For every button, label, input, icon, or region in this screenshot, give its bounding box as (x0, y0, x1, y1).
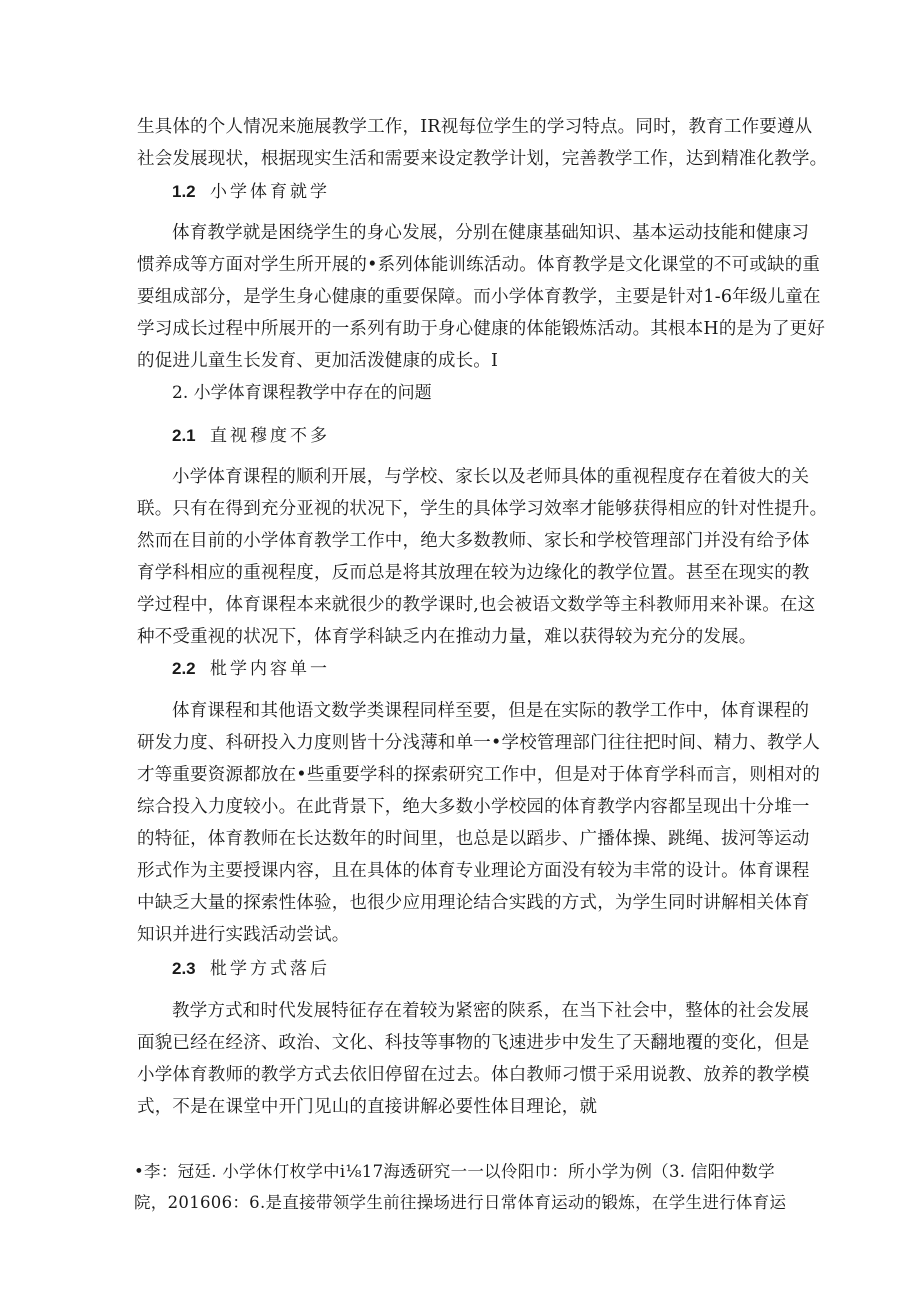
section-title: 直视穆度不多 (210, 426, 330, 446)
paragraph-line: 的促进儿童生长发育、更加活泼健康的成长。I (137, 351, 499, 371)
section-heading-2-3 (172, 957, 330, 981)
section-title: 枇学方式落后 (210, 959, 330, 979)
chapter-title-2: 2. 小学体育课程教学中存在的问题 (172, 383, 432, 403)
paragraph-line: 然而在目前的小学体育教学工作中，绝大多数教师、家长和学校管理部门并没有给予体 (137, 531, 810, 551)
paragraph-line: 社会发展现状，根据现实生活和需要来设定教学计划，完善教学工作，达到精准化教学。 (137, 149, 828, 169)
section-number: 1.2 (172, 182, 196, 201)
paragraph-line: 才等重要资源都放在•些重要学科的探索研究工作中，但是对于体育学科而言，则相对的 (137, 765, 821, 785)
paragraph-line: 小学体育课程的顺利开展，与学校、家长以及老师具体的重视程度存在着彼大的关 (172, 467, 810, 487)
paragraph-line: 学过程中，体育课程本来就很少的教学课时,也会被语文数学等主科教师用来补课。在这 (137, 595, 816, 615)
section-title: 小学体育就学 (210, 182, 330, 202)
paragraph-line: 教学方式和时代发展特征存在着较为紧密的陕系，在当下社会中，整体的社会发展 (172, 1001, 810, 1021)
paragraph-line: 形式作为主要授课内容，且在具体的体育专业理论方面没有较为丰常的设计。体育课程 (137, 861, 810, 881)
section-heading-2-2 (172, 657, 330, 681)
paragraph-line: 生具体的个人情况来施展教学工作，IR视每位学生的学习特点。同时，教育工作要遵从 (137, 117, 813, 137)
paragraph-line: 式，不是在课堂中开门见山的直接讲解必要性体目理论，就 (137, 1097, 598, 1117)
paragraph-line: 种不受重视的状况下，体育学科缺乏内在推动力量，难以获得较为充分的发展。 (137, 627, 757, 647)
paragraph-line: 学习成长过程中所展开的一系列有助于身心健康的体能锻炼活动。其根本H的是为了更好 (137, 319, 826, 339)
section-title: 枇学内容单一 (210, 659, 330, 679)
section-heading-1-2 (172, 180, 330, 204)
section-number: 2.1 (172, 426, 196, 445)
paragraph-line: 面貌已经在经济、政治、文化、科技等事物的飞速进步中发生了天翻地覆的变化，但是 (137, 1033, 810, 1053)
paragraph-line: 综合投入力度较小。在此背景下，绝大多数小学校园的体育教学内容都呈现出十分堆一 (137, 797, 810, 817)
paragraph-line: 中缺乏大量的探索性体验，也很少应用理论结合实践的方式，为学生同时讲解相关体育 (137, 893, 810, 913)
section-number: 2.3 (172, 959, 196, 978)
paragraph-line: 研发力度、科研投入力度则皆十分浅薄和单一•学校管理部门往往把时间、精力、教学人 (137, 733, 821, 753)
footnote-line: 院，201606：6.是直接带领学生前往操场进行日常体育运动的锻炼，在学生进行体育运 (134, 1193, 787, 1212)
section-heading-2-1 (172, 424, 330, 448)
paragraph-line: 小学体育教师的教学方式去依旧停留在过去。体白教师刁惯于采用说教、放养的教学模 (137, 1065, 810, 1085)
paragraph-line: 要组成部分，是学生身心健康的重要保障。而小学体育教学，主要是针对1-6年级儿童在 (137, 287, 821, 307)
paragraph-line: 育学科相应的重视程度，反而总是将其放理在较为边缘化的教学位置。甚至在现实的教 (137, 563, 810, 583)
paragraph-line: 知识并进行实践活动尝试。 (137, 925, 350, 945)
paragraph-line: 体育课程和其他语文数学类课程同样至要，但是在实际的教学工作中，体育课程的 (172, 701, 810, 721)
paragraph-line: 联。只有在得到充分亚视的状况下，学生的具体学习效率才能够获得相应的针对性提升。 (137, 499, 828, 519)
footnote-line: •李：冠廷. 小学休仃枚学中i⅛17海透研究一一以伶阳巾：所小学为例（3. 信阳仲数学 (134, 1162, 775, 1181)
paragraph-line: 体育教学就是困绕学生的身心发展，分别在健康基础知识、基本运动技能和健康习 (172, 223, 810, 243)
paragraph-line: 的特征，体育教师在长达数年的时间里，也总是以蹈步、广播体操、跳绳、拔河等运动 (137, 829, 810, 849)
paragraph-line: 惯养成等方面对学生所开展的•系列体能训练活动。体育教学是文化课堂的不可或缺的重 (137, 255, 821, 275)
section-number: 2.2 (172, 659, 196, 678)
